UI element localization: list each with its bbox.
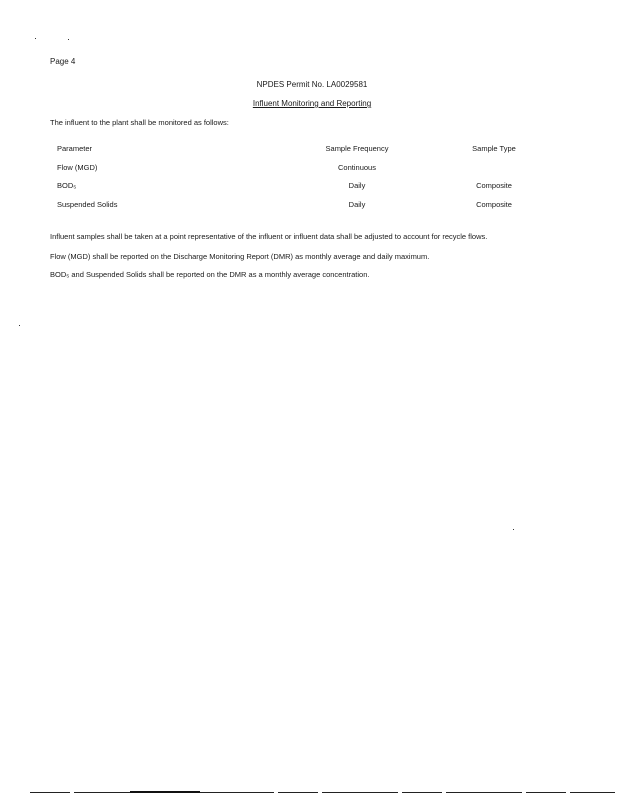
table-row: [0, 200, 618, 212]
page-number-label: Page 4: [50, 57, 76, 66]
cell-parameter: Suspended Solids: [57, 200, 118, 209]
cell-type: Composite: [476, 181, 512, 190]
note-sampling-location: Influent samples shall be taken at a point representative of the influent or influent data shall be adjusted to account for recycle flows.: [50, 232, 488, 241]
scan-speck: [35, 38, 36, 39]
intro-text: The influent to the plant shall be monitored as follows:: [50, 118, 229, 127]
cell-type: Composite: [476, 200, 512, 209]
cell-frequency: Continuous: [338, 163, 376, 172]
cell-frequency: Daily: [348, 200, 366, 209]
header-frequency: Sample Frequency: [325, 144, 389, 153]
scan-speck: [513, 529, 514, 530]
cell-parameter: Flow (MGD): [57, 163, 98, 172]
footer-scan-mark: [130, 791, 200, 793]
note-flow-reporting: Flow (MGD) shall be reported on the Discharge Monitoring Report (DMR) as monthly average and daily maximum.: [50, 252, 430, 261]
cell-parameter: BOD₅: [57, 181, 77, 190]
cell-frequency: Daily: [348, 181, 366, 190]
header-parameter: Parameter: [57, 144, 93, 153]
note-bod-tss-reporting: BOD₅ and Suspended Solids shall be reported on the DMR as a monthly average concentration.: [50, 270, 370, 279]
permit-title: NPDES Permit No. LA0029581: [256, 80, 368, 89]
scan-speck: [19, 325, 20, 326]
header-type: Sample Type: [472, 144, 516, 153]
table-row: [0, 163, 618, 175]
section-title: Influent Monitoring and Reporting: [252, 99, 372, 108]
footer-scan-line: [30, 792, 615, 793]
table-row: [0, 181, 618, 193]
table-header-row: [0, 144, 618, 156]
scan-speck: [68, 39, 69, 40]
